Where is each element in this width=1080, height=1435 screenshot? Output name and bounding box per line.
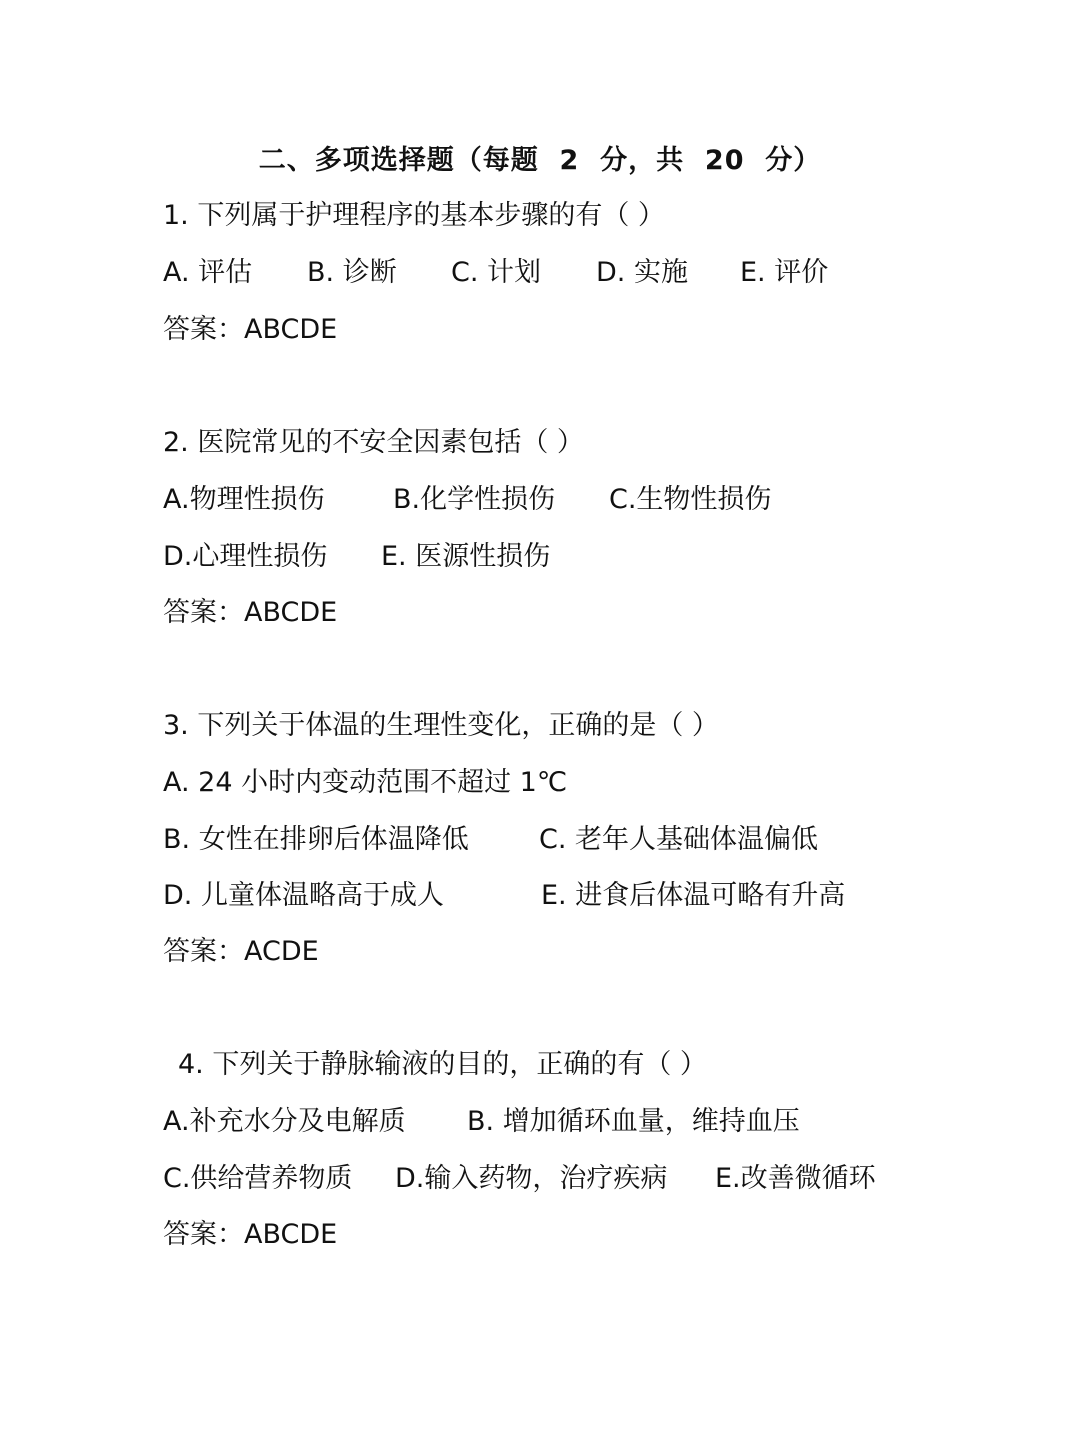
question-4-option-d: D.输入药物，治疗疾病 xyxy=(395,1163,668,1194)
question-3-option-d: D. 儿童体温略高于成人 xyxy=(163,880,444,911)
question-3-stem: 3. 下列关于体温的生理性变化，正确的是（ ） xyxy=(163,710,719,741)
question-3-option-c: C. 老年人基础体温偏低 xyxy=(539,824,819,855)
question-4-answer: 答案：ABCDE xyxy=(163,1219,338,1250)
question-1-option-b: B. 诊断 xyxy=(307,257,397,288)
question-4-stem: 4. 下列关于静脉输液的目的，正确的有（ ） xyxy=(178,1049,707,1080)
question-2-option-b: B.化学性损伤 xyxy=(393,484,556,515)
question-4-option-c: C.供给营养物质 xyxy=(163,1163,353,1194)
question-2-option-a: A.物理性损伤 xyxy=(163,484,325,515)
question-2-stem: 2. 医院常见的不安全因素包括（ ） xyxy=(163,427,584,458)
question-4-option-a: A.补充水分及电解质 xyxy=(163,1106,406,1137)
question-3-option-a: A. 24 小时内变动范围不超过 1℃ xyxy=(163,767,568,798)
question-3-option-b: B. 女性在排卵后体温降低 xyxy=(163,824,469,855)
question-1-stem: 1. 下列属于护理程序的基本步骤的有（ ） xyxy=(163,200,665,231)
question-4-option-e: E.改善微循环 xyxy=(715,1163,876,1194)
question-2-option-d: D.心理性损伤 xyxy=(163,541,328,572)
question-3-option-e: E. 进食后体温可略有升高 xyxy=(541,880,846,911)
question-1-answer: 答案：ABCDE xyxy=(163,314,338,345)
section-title: 二、多项选择题（每题 2 分，共 20 分） xyxy=(258,145,822,176)
question-1-option-c: C. 计划 xyxy=(451,257,542,288)
question-4-option-b: B. 增加循环血量，维持血压 xyxy=(467,1106,800,1137)
question-1-option-a: A. 评估 xyxy=(163,257,253,288)
question-3-answer: 答案：ACDE xyxy=(163,936,319,967)
question-1-option-d: D. 实施 xyxy=(596,257,688,288)
question-2-answer: 答案：ABCDE xyxy=(163,597,338,628)
question-2-option-e: E. 医源性损伤 xyxy=(381,541,551,572)
question-1-option-e: E. 评价 xyxy=(740,257,829,288)
question-2-option-c: C.生物性损伤 xyxy=(609,484,772,515)
